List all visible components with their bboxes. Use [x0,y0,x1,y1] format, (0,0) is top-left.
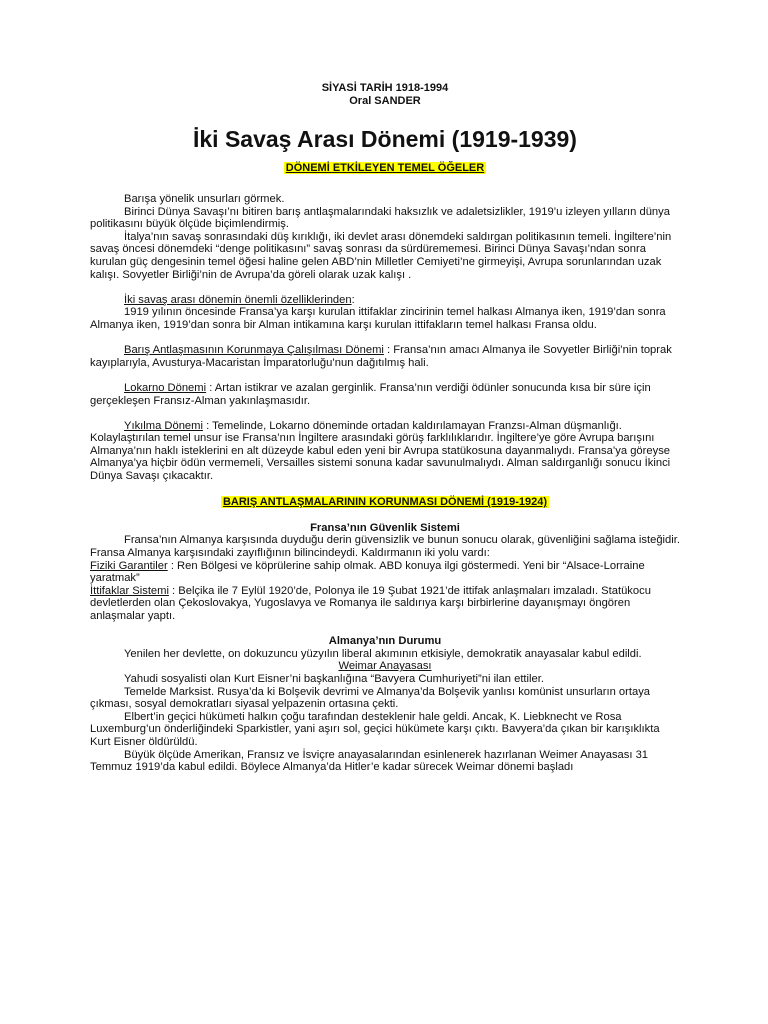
section-heading-wrap [90,495,680,509]
paragraph [90,585,680,623]
page-title: İki Savaş Arası Dönemi (1919-1939) [193,126,577,152]
paragraph: Büyük ölçüde Amerikan, Fransız ve İsviçre anayasalarından esinlenerek hazırlanan Weimer Anayasası 31 Temmuz 1919’da kabul edildi. Böylece Almanya’da Hitler’e kadar sürecek Weimar dönemi başladı [90,748,649,774]
paragraph: Birinci Dünya Savaşı’nı bitiren barış antlaşmalarındaki haksızlık ve adaletsizlikler, 1919’u izleyen yılların dünya politikasını büyük ölçüde biçimlendirmiş. [90,205,670,231]
section-heading: DÖNEMİ ETKİLEYEN TEMEL ÖĞELER [285,162,485,174]
features-label: İki savaş arası dönemin önemli özelliklerinden [124,293,352,306]
paragraph: Yahudi sosyalisti olan Kurt Eisner’ni başkanlığına “Bavyera Cumhuriyeti”ni ilan ettiler. [124,672,544,685]
subheading: Fransa’nın Güvenlik Sistemi [310,521,460,534]
section-1-body [90,193,680,774]
term-label: İttifaklar Sistemi [90,584,169,597]
period-text: : Temelinde, Lokarno döneminde ortadan kaldırılamayan Franzsı-Alman düşmanlığı. Kolaylaştırılan temel unsur ise Fransa’nın İngiltere arasındaki görüş farklılıklarıdır. İngiltere’ye göre Avrupa barışını Almanya’nın haklı isteklerini en alt düzeyde kabul eden yeni bir Avrupa statükosuna dayanmalıydı. Fransa’ya göreyse Almanya’ya hiçbir ödün vermemeli, Versailles sistemi sonuna kadar savunulmalıydı. Alman saldırganlığı sonucu İkinci Dünya Savaşı çıkacaktır. [90,419,671,483]
section-heading-wrap [90,158,680,176]
section-heading: BARIŞ ANTLAŞMALARININ KORUNMASI DÖNEMİ (1919-1924) [222,496,548,509]
period-text: : Artan istikrar ve azalan gerginlik. Fransa’nın verdiği ödünler sonucunda kısa bir süre için gerçekleşen Fransız-Alman yakınlaşmasıdır. [90,381,651,407]
period-label: Lokarno Dönemi [124,381,207,394]
course-title: SİYASİ TARİH 1918-1994 [321,82,449,94]
subheading: Weimar Anayasası [338,660,432,673]
term-text: : Belçika ile 7 Eylül 1920’de, Polonya ile 19 Şubat 1921’de ittifak anlaşmaları imzaladı. Statükocu devletlerden olan Çekoslovakya, Yugoslavya ve Romanya ile saldırıya karşı birbirlerine dayanışmayı öngören anlaşmalar yaptı. [90,584,651,622]
paragraph: Elbert’in geçici hükümeti halkın çoğu tarafından desteklenir hale geldi. Ancak, K. Liebknecht ve Rosa Luxemburg’un önderliğindeki Sparkistler, yani aşırı sol, geçici hükümete karşı çıktı. Bavyera’da çıkan bir karışıklıkta Kurt Eisner öldürüldü. [90,710,660,748]
term-label: Fiziki Garantiler [90,559,168,572]
paragraph: Temelde Marksist. Rusya’da ki Bolşevik devrimi ve Almanya’da Bolşevik yanlısı komünist unsurların ortaya çıkması, sosyal demokratları siyasal yelpazenin ortasına çekti. [90,685,651,711]
paragraph [90,560,680,585]
paragraph [90,420,680,483]
paragraph [90,382,680,407]
period-label: Yıkılma Dönemi [124,419,203,432]
paragraph: Yenilen her devlette, on dokuzuncu yüzyılın liberal akımının etkisiyle, demokratik anayasalar kabul edildi. [124,647,642,660]
period-text: : Fransa’nın amacı Almanya ile Sovyetler Birliği’nin toprak kayıplarıyla, Avusturya-Macaristan İmparatorluğu’nun dağıtılmış hali. [90,344,672,369]
paragraph: 1919 yılının öncesinde Fransa’ya karşı kurulan ittifaklar zincirinin temel halkası Almanya iken, 1919’dan sonra Almanya iken, 1919’dan sonra bir Alman intikamına karşı kurulan ittifakların temel halkası Fransa oldu. [90,306,666,331]
paragraph [90,344,680,369]
document-page [90,82,680,774]
author-name: Oral SANDER [349,95,421,107]
paragraph: Barışa yönelik unsurları görmek. [124,193,285,205]
paragraph: İtalya’nın savaş sonrasındaki düş kırıklığı, iki devlet arası dönemdeki saldırgan politikasının temeli. İngiltere’nin savaş öncesi dönemdeki “denge politikasını” savaş sonrası da sürdürememesi. Birinci Dünya Savaşı’ndan sonra kurulan güç dengesinin temel öğesi haline gelen ABD’nin Milletler Cemiyeti’ne girmeyişi, Avrupa sorunlarından uzak kalışı. Sovyetler Birliği’nin de Avrupa’da göreli olarak uzak kalışı . [90,230,672,281]
term-text: : Ren Bölgesi ve köprülerine sahip olmak. ABD konuya ilgi göstermedi. Yeni bir “Alsace-Lorraine yaratmak” [90,559,645,585]
paragraph [90,294,680,307]
period-label: Barış Antlaşmasının Korunmaya Çalışılması Dönemi [124,344,384,357]
features-colon: : [351,293,355,306]
paragraph: Fransa’nın Almanya karşısında duyduğu derin güvensizlik ve bunun sonucu olarak, güvenliğini sağlama isteğidir. Fransa Almanya karşısındaki zayıflığının bilincindeydi. Kaldırmanın iki yolu vardı: [90,534,680,560]
subheading: Almanya’nın Durumu [328,635,442,648]
